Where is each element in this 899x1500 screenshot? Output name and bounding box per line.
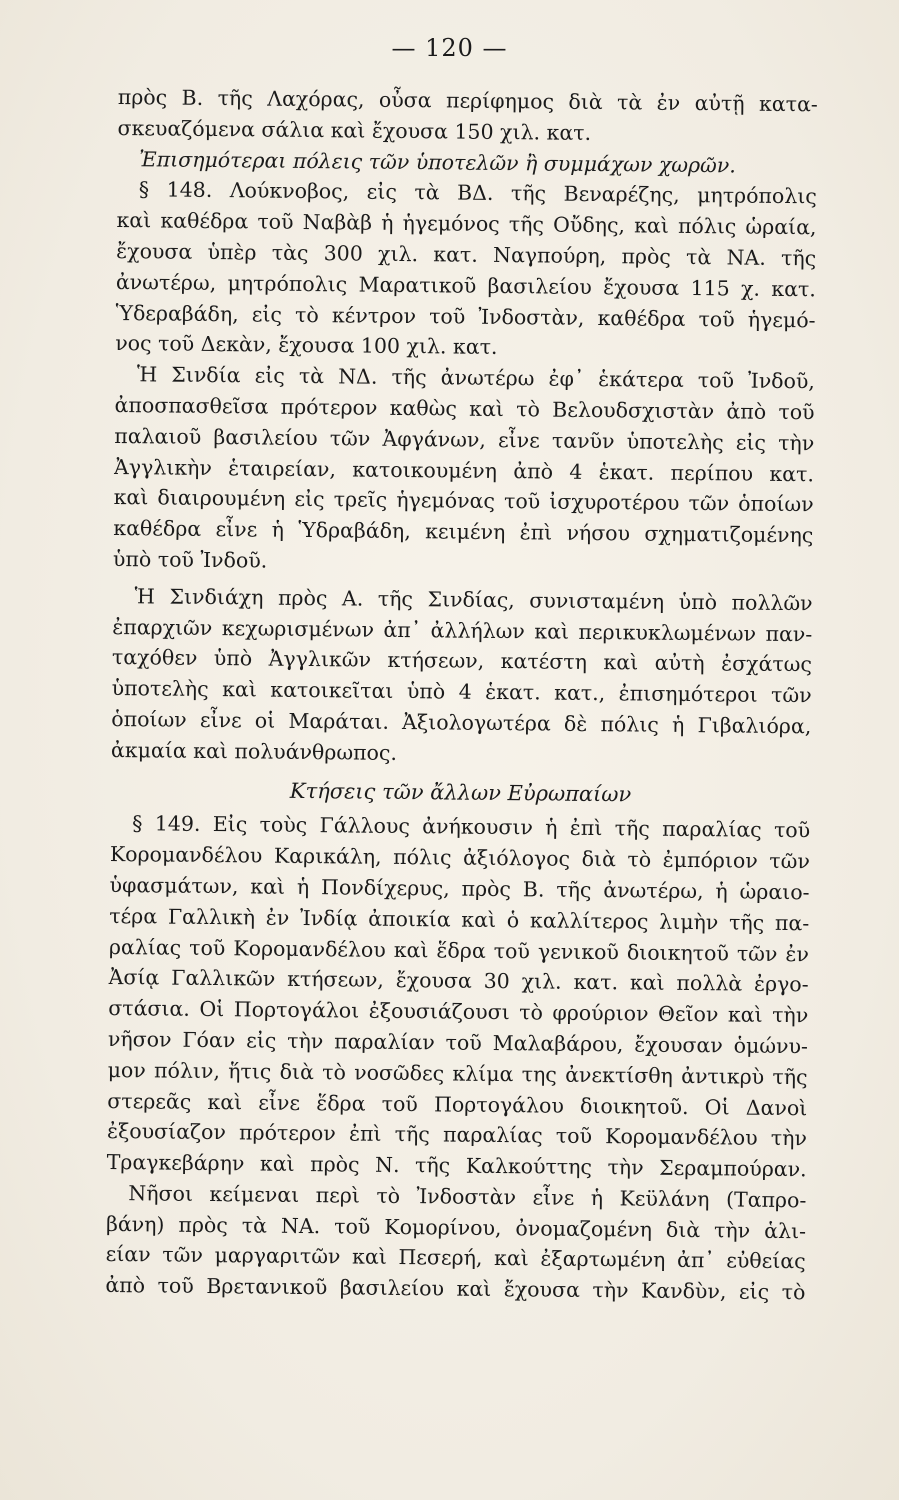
text-line: ταχόθεν ὑπὸ Ἀγγλικῶν κτήσεων, κατέστη καὶ αὐτὴ ἐσχάτως <box>111 645 813 677</box>
text-line: § 148. Λούκνοβος, εἰς τὰ ΒΔ. τῆς Βεναρέζης, μητρόπολις <box>138 177 817 209</box>
page-number: — 120 — <box>391 34 508 62</box>
text-line: ὑφασμάτων, καὶ ἡ Πονδίχερυς, πρὸς Β. τῆς ἀνωτέρω, ἡ ὡραιο- <box>109 872 810 905</box>
text-line: Ἀγγλικὴν ἑταιρείαν, κατοικουμένη ἀπὸ 4 ἑκατ. περίπου κατ. <box>113 454 815 486</box>
text-line: Ἡ Σινδία εἰς τὰ ΝΔ. τῆς ἀνωτέρω ἐφ᾽ ἑκάτερα τοῦ Ἰνδοῦ, <box>136 362 816 394</box>
text-line: ὑπὸ τοῦ Ἰνδοῦ. <box>112 546 268 573</box>
text-line: Ὑδεραβάδη, εἰς τὸ κέντρον τοῦ Ἰνδοστὰν, καθέδρα τοῦ ἡγεμό- <box>115 300 816 332</box>
text-line: ἐξουσίαζον πρότερον ἐπὶ τῆς παραλίας τοῦ Κορομανδέλου τὴν <box>106 1119 808 1151</box>
body-text <box>105 82 818 1308</box>
text-line: Νῆσοι κείμεναι περὶ τὸ Ἰνδοστὰν εἶνε ἡ Κεϋλάνη (Ταπρο- <box>128 1181 807 1213</box>
text-line: Ἐπισημότεραι πόλεις τῶν ὑποτελῶν ἢ συμμάχων χωρῶν. <box>139 146 736 178</box>
text-line: Κορομανδέλου Καρικάλη, πόλις ἀξιόλογος διὰ τὸ ἐμπόριον τῶν <box>109 842 811 874</box>
text-line: είαν τῶν μαργαριτῶν καὶ Πεσερή, καὶ ἐξαρτωμένη ἀπ᾽ εὐθείας <box>105 1242 806 1274</box>
text-line: καθέδρα εἶνε ἡ Ὑδραβάδη, κειμένη ἐπὶ νήσου σχηματιζομένης <box>113 516 814 548</box>
text-line: ἐπαρχιῶν κεχωρισμένων ἀπ᾽ ἀλλήλων καὶ περικυκλωμένων παν- <box>112 614 813 646</box>
text-line: παλαιοῦ βασιλείου τῶν Ἀφγάνων, εἶνε τανῦν ὑποτελὴς εἰς τὴν <box>114 423 815 456</box>
text-line: ἀποσπασθεῖσα πρότερον καθὼς καὶ τὸ Βελουδσχιστὰν ἀπὸ τοῦ <box>114 392 815 425</box>
text-line: μον πόλιν, ἥτις διὰ τὸ νοσῶδες κλίμα της ἀνεκτίσθη ἀντικρὺ τῆς <box>107 1057 808 1089</box>
text-line: ἀκμαία καὶ πολυάνθρωπος. <box>110 737 398 765</box>
text-line: σκευαζόμενα σάλια καὶ ἔχουσα 150 χιλ. κατ. <box>117 115 592 145</box>
text-line: ὑποτελὴς καὶ κατοικεῖται ὑπὸ 4 ἑκατ. κατ., ἐπισημότεροι τῶν <box>111 676 812 708</box>
text-line: νος τοῦ Δεκὰν, ἔχουσα 100 χιλ. κατ. <box>115 331 498 360</box>
text-line: ἀνωτέρω, μητρόπολις Μαρατικοῦ βασιλείου ἔχουσα 115 χ. κατ. <box>115 269 816 302</box>
text-line: ραλίας τοῦ Κορομανδέλου καὶ ἕδρα τοῦ γενικοῦ διοικητοῦ τῶν ἐν <box>108 934 810 966</box>
text-line: στερεᾶς καὶ εἶνε ἕδρα τοῦ Πορτογάλου διοικητοῦ. Οἱ Δανοὶ <box>107 1088 808 1120</box>
text-line: βάνη) πρὸς τὰ ΝΑ. τοῦ Κομορίνου, ὀνομαζομένη διὰ τὴν ἁλι- <box>105 1211 807 1243</box>
text-line: § 149. Εἰς τοὺς Γάλλους ἀνήκουσιν ἡ ἐπὶ τῆς παραλίας τοῦ <box>132 811 811 843</box>
text-line: ἀπὸ τοῦ Βρετανικοῦ βασιλείου καὶ ἔχουσα τὴν Κανδὺν, εἰς τὸ <box>105 1273 806 1305</box>
text-line: πρὸς Β. τῆς Λαχόρας, οὖσα περίφημος διὰ τὰ ἐν αὐτῇ κατα- <box>117 84 818 117</box>
text-line: ὁποίων εἶνε οἱ Μαράται. Ἀξιολογωτέρα δὲ πόλις ἡ Γιβαλιόρα, <box>111 706 812 739</box>
text-line: Ἡ Σινδιάχη πρὸς Α. τῆς Σινδίας, συνισταμένη ὑπὸ πολλῶν <box>134 583 813 616</box>
text-line: Ἀσίᾳ Γαλλικῶν κτήσεων, ἔχουσα 30 χιλ. κατ. καὶ πολλὰ ἐργο- <box>108 965 809 997</box>
text-line: Τραγκεβάρην καὶ πρὸς Ν. τῆς Καλκούττης τὴν Σεραμπούραν. <box>106 1150 807 1182</box>
text-line: καὶ διαιρουμένη εἰς τρεῖς ἡγεμόνας τοῦ ἰσχυροτέρου τῶν ὁποίων <box>113 485 814 517</box>
text-line: τέρα Γαλλικὴ ἐν Ἰνδίᾳ ἀποικία καὶ ὁ καλλίτερος λιμὴν τῆς πα- <box>109 903 810 936</box>
text-line: στάσια. Οἱ Πορτογάλοι ἐξουσιάζουσι τὸ φρούριον Θεῖον καὶ τὴν <box>108 996 809 1028</box>
section-subtitle: Κτήσεις τῶν ἄλλων Εὐρωπαίων <box>289 778 632 806</box>
text-line: καὶ καθέδρα τοῦ Ναβὰβ ἡ ἡγεμόνος τῆς Οὔδης, καὶ πόλις ὡραία, <box>116 208 817 240</box>
text-line: νῆσον Γόαν εἰς τὴν παραλίαν τοῦ Μαλαβάρου, ἔχουσαν ὁμώνυ- <box>107 1026 809 1059</box>
text-line: ἔχουσα ὑπὲρ τὰς 300 χιλ. κατ. Ναγπούρη, πρὸς τὰ ΝΑ. τῆς <box>116 238 817 271</box>
